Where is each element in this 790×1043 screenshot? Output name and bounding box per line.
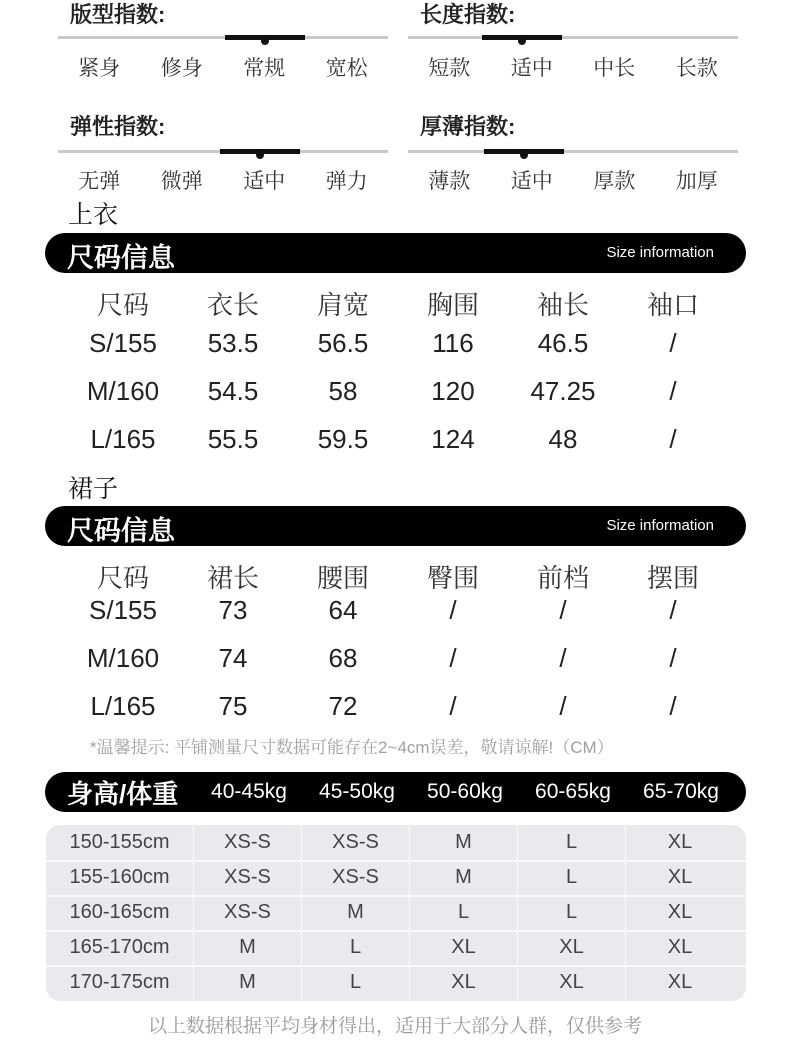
table-row bbox=[46, 965, 746, 1000]
size-cell: XS-S bbox=[302, 825, 410, 860]
table-cell: 54.5 bbox=[207, 376, 259, 406]
table-cell: S/155 bbox=[89, 328, 157, 358]
table-header-row bbox=[68, 285, 728, 322]
size-cell: M bbox=[410, 860, 518, 895]
length-option: 短款 bbox=[428, 57, 471, 80]
weight-column-header: 45-50kg bbox=[319, 780, 395, 803]
fit-index-scale bbox=[58, 36, 388, 39]
table-cell: M/160 bbox=[86, 643, 160, 673]
size-cell: XL bbox=[518, 965, 626, 1000]
elasticity-index-title: 弹性指数: bbox=[70, 114, 166, 139]
size-cell: XL bbox=[667, 936, 693, 958]
table-cell: / bbox=[669, 376, 677, 406]
top-section-label: 上衣 bbox=[68, 201, 119, 229]
footer-cut-off-line bbox=[100, 1037, 700, 1043]
size-cell: M bbox=[194, 930, 302, 965]
table-row bbox=[46, 860, 746, 895]
table-cell: M/160 bbox=[86, 376, 160, 406]
table-cell: 58 bbox=[328, 376, 358, 406]
table-cell: 74 bbox=[218, 643, 248, 673]
size-cell: M bbox=[302, 895, 410, 930]
size-cell: L bbox=[410, 895, 518, 930]
thickness-index-marker bbox=[484, 149, 564, 154]
size-cell: M bbox=[194, 965, 302, 1000]
height-weight-header bbox=[45, 772, 746, 812]
weight-column-header: 60-65kg bbox=[535, 780, 611, 803]
skirt-size-info-subtitle: Size information bbox=[606, 517, 714, 534]
table-cell: 120 bbox=[431, 376, 475, 406]
elasticity-option: 适中 bbox=[243, 170, 286, 193]
thickness-index-title: 厚薄指数: bbox=[420, 114, 516, 139]
top-size-info-subtitle: Size information bbox=[606, 244, 714, 261]
column-header: 袖口 bbox=[646, 290, 699, 320]
fit-option: 宽松 bbox=[325, 57, 368, 80]
fit-option: 修身 bbox=[160, 57, 203, 80]
size-cell: L bbox=[518, 860, 626, 895]
table-row bbox=[68, 643, 728, 674]
size-cell: XL bbox=[667, 866, 693, 888]
table-row bbox=[46, 825, 746, 860]
table-row bbox=[68, 691, 728, 722]
table-row bbox=[68, 424, 728, 455]
column-header: 前档 bbox=[536, 563, 589, 593]
height-cell: 160-165cm bbox=[46, 895, 194, 930]
weight-column-header: 65-70kg bbox=[643, 780, 719, 803]
table-cell: L/165 bbox=[90, 424, 156, 454]
table-cell: / bbox=[669, 328, 677, 358]
table-cell: 47.25 bbox=[530, 376, 596, 406]
length-option: 长款 bbox=[675, 57, 718, 80]
table-cell: 75 bbox=[218, 691, 248, 721]
table-cell: S/155 bbox=[89, 595, 157, 625]
table-cell: / bbox=[669, 424, 677, 454]
length-index-scale bbox=[408, 36, 738, 39]
column-header: 胸围 bbox=[426, 290, 479, 320]
fit-index-title: 版型指数: bbox=[70, 2, 166, 27]
table-cell: / bbox=[559, 643, 567, 673]
top-size-info-bar bbox=[45, 233, 746, 273]
height-cell: 150-155cm bbox=[46, 825, 194, 860]
weight-column-header: 50-60kg bbox=[427, 780, 503, 803]
thickness-option: 适中 bbox=[510, 170, 553, 193]
height-cell: 170-175cm bbox=[46, 965, 194, 1000]
fit-index-marker bbox=[225, 35, 305, 40]
thickness-option: 厚款 bbox=[593, 170, 636, 193]
size-cell: XL bbox=[410, 965, 518, 1000]
table-cell: 73 bbox=[218, 595, 248, 625]
length-option: 适中 bbox=[510, 57, 553, 80]
size-cell: XS-S bbox=[194, 860, 302, 895]
elasticity-option: 无弹 bbox=[78, 170, 121, 193]
table-cell: 116 bbox=[432, 328, 474, 358]
measurement-note: *温馨提示: 平铺测量尺寸数据可能存在2~4cm误差，敬请谅解!（CM） bbox=[90, 738, 614, 757]
column-header: 摆围 bbox=[646, 563, 699, 593]
fit-option: 常规 bbox=[243, 57, 286, 80]
size-cell: M bbox=[410, 825, 518, 860]
size-cell: L bbox=[302, 965, 410, 1000]
footer-disclaimer: 以上数据根据平均身材得出，适用于大部分人群，仅供参考 bbox=[147, 1016, 642, 1037]
table-cell: 53.5 bbox=[207, 328, 259, 358]
table-cell: 55.5 bbox=[207, 424, 259, 454]
table-row bbox=[68, 376, 728, 407]
skirt-size-info-title: 尺码信息 bbox=[67, 516, 175, 546]
table-row bbox=[46, 930, 746, 965]
table-cell: L/165 bbox=[90, 691, 156, 721]
table-cell: / bbox=[669, 595, 677, 625]
top-size-info-title: 尺码信息 bbox=[67, 243, 175, 273]
table-cell: / bbox=[669, 643, 677, 673]
height-cell: 165-170cm bbox=[46, 930, 194, 965]
size-cell: L bbox=[302, 930, 410, 965]
fit-option: 紧身 bbox=[78, 57, 121, 80]
elasticity-index-marker bbox=[220, 149, 300, 154]
column-header: 衣长 bbox=[206, 290, 259, 320]
size-cell: XS-S bbox=[302, 860, 410, 895]
table-cell: 56.5 bbox=[317, 328, 369, 358]
weight-column-header: 40-45kg bbox=[211, 780, 287, 803]
thickness-index-scale bbox=[408, 150, 738, 153]
column-header: 裙长 bbox=[206, 563, 259, 593]
table-cell: / bbox=[449, 691, 457, 721]
elasticity-option: 微弹 bbox=[160, 170, 203, 193]
size-cell: XL bbox=[410, 930, 518, 965]
thickness-option: 加厚 bbox=[675, 170, 718, 193]
size-cell: XL bbox=[667, 971, 693, 993]
size-cell: L bbox=[518, 895, 626, 930]
table-cell: / bbox=[559, 595, 567, 625]
table-row bbox=[68, 595, 728, 626]
table-cell: 68 bbox=[328, 643, 358, 673]
column-header: 腰围 bbox=[316, 563, 369, 593]
thickness-option: 薄款 bbox=[428, 170, 471, 193]
table-row bbox=[46, 895, 746, 930]
table-cell: 72 bbox=[328, 691, 358, 721]
column-header: 臀围 bbox=[426, 563, 479, 593]
size-cell: XL bbox=[667, 901, 693, 923]
table-cell: 124 bbox=[431, 424, 475, 454]
column-header: 尺码 bbox=[96, 290, 149, 320]
size-cell: XS-S bbox=[194, 895, 302, 930]
table-cell: 48 bbox=[548, 424, 578, 454]
column-header: 尺码 bbox=[96, 563, 149, 593]
length-index-title: 长度指数: bbox=[420, 2, 516, 27]
length-option: 中长 bbox=[593, 57, 636, 80]
table-cell: 59.5 bbox=[317, 424, 369, 454]
height-cell: 155-160cm bbox=[46, 860, 194, 895]
table-row bbox=[68, 328, 728, 359]
size-cell: L bbox=[518, 825, 626, 860]
table-cell: / bbox=[559, 691, 567, 721]
elasticity-option: 弹力 bbox=[325, 170, 368, 193]
column-header: 肩宽 bbox=[316, 290, 369, 320]
size-cell: XS-S bbox=[194, 825, 302, 860]
skirt-section-label: 裙子 bbox=[68, 475, 119, 503]
table-cell: / bbox=[449, 643, 457, 673]
table-cell: / bbox=[449, 595, 457, 625]
height-weight-title: 身高/体重 bbox=[67, 778, 179, 809]
skirt-size-info-bar bbox=[45, 506, 746, 546]
length-index-marker bbox=[482, 35, 562, 40]
size-cell: XL bbox=[518, 930, 626, 965]
table-cell: 46.5 bbox=[537, 328, 589, 358]
height-weight-grid bbox=[46, 825, 746, 1001]
size-cell: XL bbox=[667, 831, 693, 853]
column-header: 袖长 bbox=[536, 290, 589, 320]
table-header-row bbox=[68, 558, 728, 595]
table-cell: / bbox=[669, 691, 677, 721]
table-cell: 64 bbox=[328, 595, 358, 625]
